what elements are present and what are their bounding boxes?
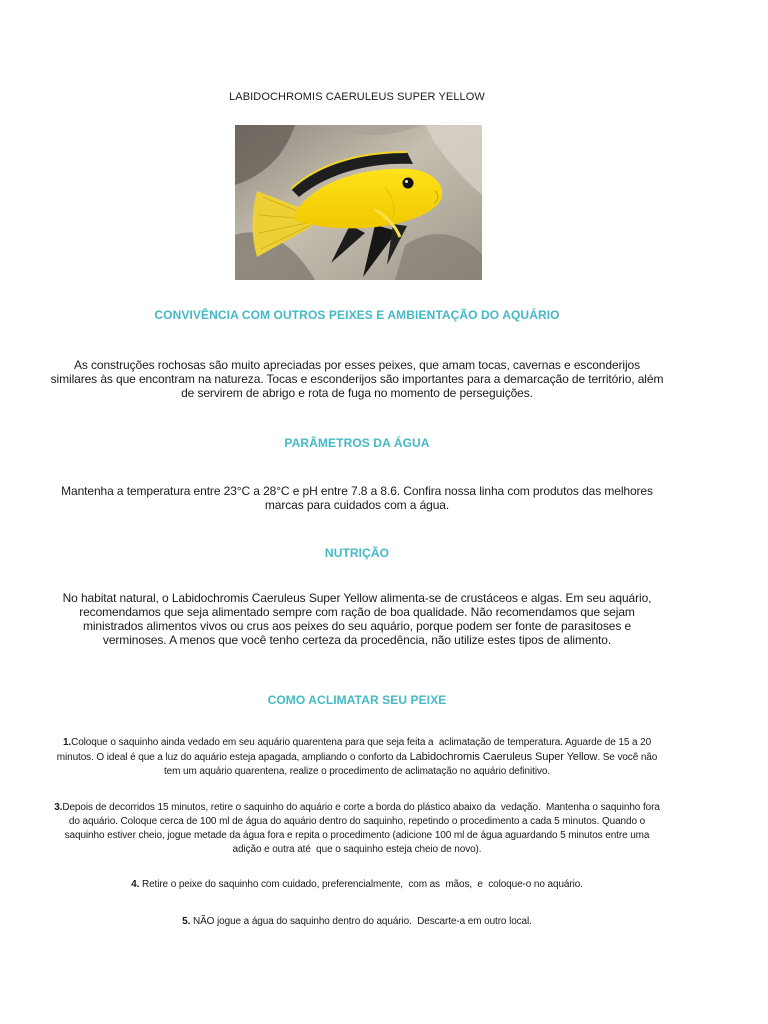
- section-paragraph-convivencia: As construções rochosas são muito apreciadas por esses peixes, que amam tocas, cavernas e esconderijos similares às que encontram na natureza. Tocas e esconderijos são importantes para a demarcação de território, além de servirem de abrigo e rota de fuga no momento de perseguições.: [50, 358, 664, 400]
- step-species-name: Labidochromis Caeruleus Super Yellow: [409, 751, 598, 763]
- acclimation-step: [50, 736, 664, 779]
- fish-eye: [403, 178, 414, 189]
- step-text: NÃO jogue a água do saquinho dentro do aquário. Descarte-a em outro local.: [190, 916, 532, 927]
- fish-photo: [235, 125, 482, 280]
- section-paragraph-parametros: Mantenha a temperatura entre 23°C a 28°C e pH entre 7.8 a 8.6. Confira nossa linha com produtos das melhores marcas para cuidados com a água.: [61, 484, 653, 512]
- step-number: 5.: [182, 916, 191, 927]
- step-number: 1.: [62, 737, 72, 748]
- section-paragraph-nutricao: No habitat natural, o Labidochromis Caeruleus Super Yellow alimenta-se de crustáceos e algas. Em seu aquário, recomendamos que seja alimentado sempre com ração de boa qualidade. Não recomendamos que sejam ministrados alimentos vivos ou crus aos peixes do seu aquário, porque podem ser fonte de parasitoses e verminoses. A menos que você tenho certeza da procedência, não utilize estes tipos de alimento.: [62, 591, 652, 647]
- acclimation-step: [50, 801, 664, 857]
- step-text: Coloque o saquinho ainda vedado em seu aquário quarentena para que seja feita a aclimatação de temperatura. Aguarde de 15 a 20 minutos. O ideal é que a luz do aquário esteja apagada, ampliando o conforto da: [56, 737, 654, 763]
- section-heading-aclimatar: COMO ACLIMATAR SEU PEIXE: [267, 693, 447, 707]
- acclimation-step: [50, 915, 664, 929]
- fish-photo-image: [235, 125, 482, 280]
- step-text: Depois de decorridos 15 minutos, retire o saquinho do aquário e corte a borda do plástico abaixo da vedação. Mantenha o saquinho fora do aquário. Coloque cerca de 100 ml de água do aquário dentro do saquinho, repetindo o procedimento a cada 5 minutos. Quando o saquinho estiver cheio, jogue metade da água fora e repita o procedimento (adicione 100 ml de água aguardando 5 minutos entre uma adição e outra até que o saquinho esteja cheio de novo).: [62, 802, 663, 855]
- step-number: 4.: [131, 879, 140, 890]
- section-heading-nutricao: NUTRIÇÃO: [324, 546, 390, 560]
- acclimation-step: [50, 878, 664, 892]
- step-text: . Se você não tem um aquário quarentena, realize o procedimento de aclimatação no aquário definitivo.: [164, 752, 660, 777]
- step-text: Retire o peixe do saquinho com cuidado, preferencialmente, com as mãos, e coloque-o no aquário.: [139, 879, 583, 890]
- step-number: 3.: [54, 802, 63, 813]
- document-title: LABIDOCHROMIS CAERULEUS SUPER YELLOW: [229, 91, 485, 103]
- section-heading-parametros: PARÂMETROS DA ÁGUA: [284, 436, 430, 450]
- section-heading-convivencia: CONVIVÊNCIA COM OUTROS PEIXES E AMBIENTAÇÃO DO AQUÁRIO: [154, 308, 560, 322]
